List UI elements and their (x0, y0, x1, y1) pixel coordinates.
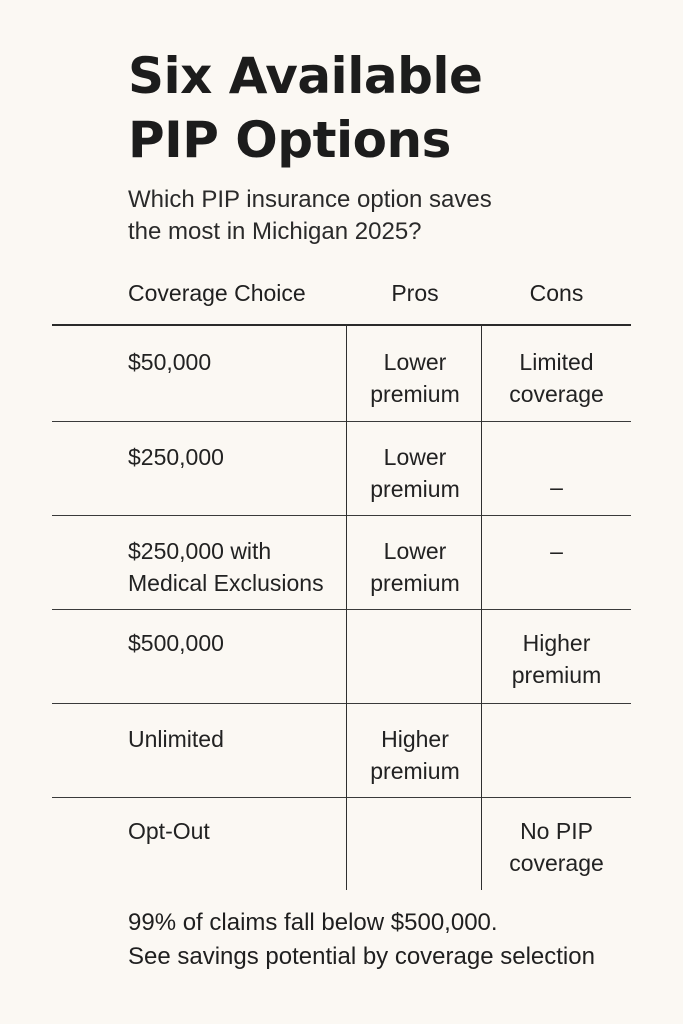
title-line-1: Six Available (128, 47, 483, 105)
footer-note (128, 906, 668, 974)
coverage-choice-cell: $250,000 (128, 444, 224, 470)
cons-cell: Higher premium (511, 630, 602, 688)
pros-cell: Higher premium (370, 726, 460, 784)
table-row (52, 515, 631, 609)
pros-cell: Lower premium (370, 538, 460, 596)
pip-options-table (52, 272, 631, 890)
footer-line-1: 99% of claims fall below $500,000. (128, 909, 498, 936)
coverage-choice-cell: $500,000 (128, 630, 224, 656)
table-row (52, 703, 631, 797)
title-line-2: PIP Options (128, 111, 451, 169)
header-pros: Pros (391, 280, 439, 306)
coverage-choice-cell: $50,000 (128, 349, 212, 375)
page-subtitle (128, 184, 588, 248)
cons-cell: – (550, 474, 563, 500)
table-row (52, 324, 631, 418)
page-title (128, 44, 628, 172)
cons-cell: Limited coverage (509, 349, 604, 407)
subtitle-line-2: the most in Michigan 2025? (128, 218, 422, 245)
footer-line-2: See savings potential by coverage selection (128, 943, 595, 970)
coverage-choice-cell: $250,000 with Medical Exclusions (128, 538, 324, 596)
table-row (52, 609, 631, 703)
table-row (52, 797, 631, 891)
coverage-choice-cell: Opt-Out (128, 818, 210, 844)
header-coverage-choice: Coverage Choice (128, 280, 306, 306)
cons-cell: – (550, 538, 563, 564)
pros-cell: Lower premium (370, 349, 460, 407)
coverage-choice-cell: Unlimited (128, 726, 224, 752)
table-row (52, 421, 631, 515)
cons-cell: No PIP coverage (509, 818, 604, 876)
header-cons: Cons (529, 280, 584, 306)
subtitle-line-1: Which PIP insurance option saves (128, 186, 492, 213)
pros-cell: Lower premium (370, 444, 460, 502)
